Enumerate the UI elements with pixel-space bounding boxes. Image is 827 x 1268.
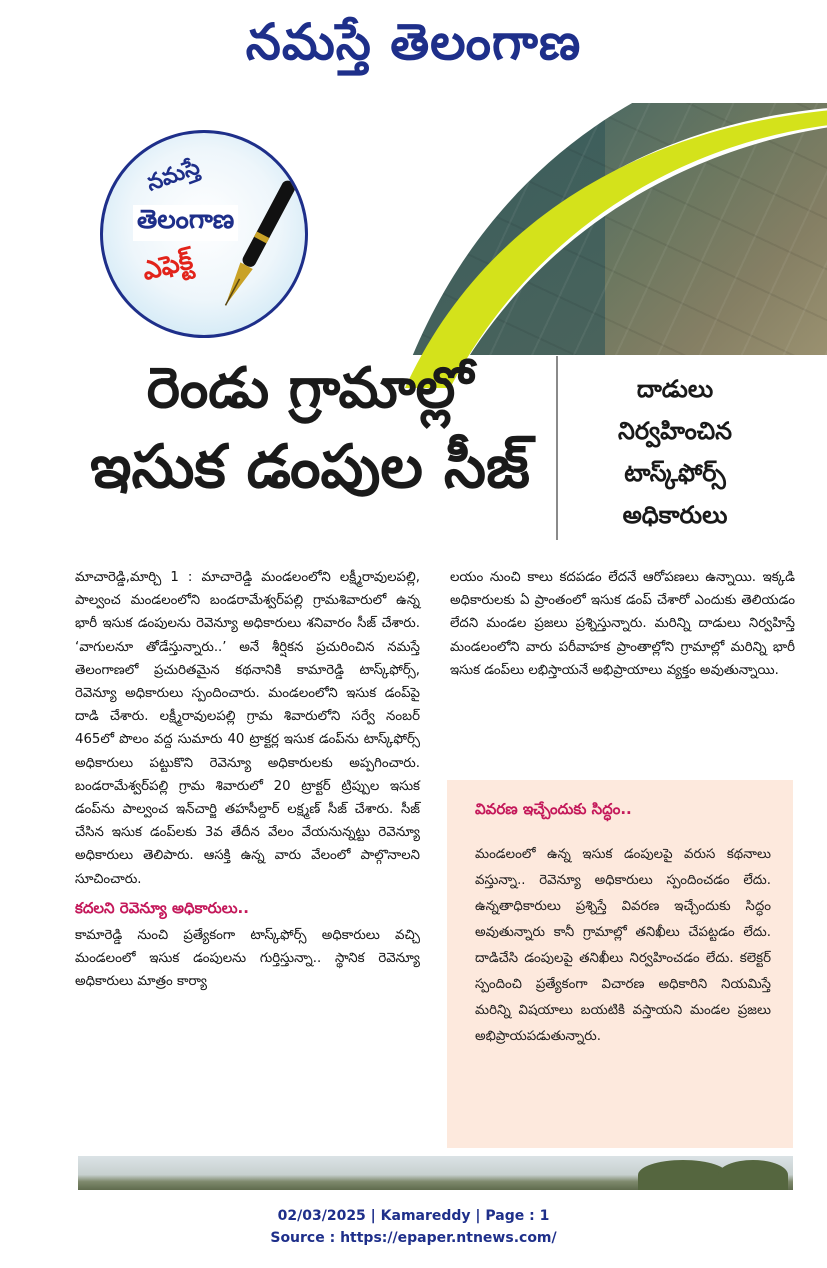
- badge-line-1: నమస్తే: [143, 154, 203, 197]
- article-paragraph: లయం నుంచి కాలు కదపడం లేదనే ఆరోపణలు ఉన్నాయి. ఇక్కడి అధికారులకు ఏ ప్రాంతంలో ఇసుక డంప్ చేశారో ఎందుకు తెలియడం లేదని మండల ప్రజలు ప్రశ్నిస్తున్నారు. మరిన్ని దాడులు నిర్వహిస్తే మండలంలోని వారు పరీవాహక ప్రాంతాల్లోని గ్రామాల్లో మరిన్ని భారీ ఇసుక డంప్‌లు లభిస్తాయనే అభిప్రాయాలు వ్యక్తం అవుతున్నాయి.: [450, 570, 795, 678]
- headline-line-2: ఇసుక డంపుల సీజ్: [90, 432, 530, 502]
- yellow-swoosh: [300, 88, 827, 388]
- article-paragraph: మాచారెడ్డి,మార్చి 1 : మాచారెడ్డి మండలంలోని లక్ష్మీరావులపల్లి, పాల్వంచ మండలంలోని బండరామేశ్వర్‌పల్లి గ్రామశివారులో ఉన్న భారీ ఇసుక డంపులను రెవెన్యూ అధికారులు శనివారం సీజ్ చేశారు. ‘వాగులనూ తోడేస్తున్నారు..’ అనే శీర్షికన ప్రచురించిన నమస్తే తెలంగాణలో ప్రచురితమైన కథనానికి కామారెడ్డి టాస్క్‌ఫోర్స్, రెవెన్యూ అధికారులు స్పందించారు. మండలంలోని ఇసుక డంప్‌పై దాడి చేశారు. లక్ష్మీరావులపల్లి గ్రామ శివారులోని సర్వే నంబర్ 465లో పొలం వద్ద సుమారు 40 ట్రాక్టర్ల ఇసుక డంప్‌ను టాస్క్‌ఫోర్స్ అధికారులు పట్టుకొని రెవెన్యూ అధికారులకు అప్పగించారు. బండరామేశ్వర్‌పల్లి గ్రామ శివారులో 20 ట్రాక్టర్ ట్రిప్పుల ఇసుక డంప్‌ను పాల్వంచ ఇన్‌చార్జి తహసీల్దార్ లక్ష్మణ్ సీజ్ చేశారు. సీజ్ చేసిన ఇసుక డంప్‌లకు 3వ తేదీన వేలం వేయనున్నట్టు రెవెన్యూ అధికారులు తెలిపారు. ఆసక్తి ఉన్న వారు వేలంలో పాల్గొనాలని సూచించారు.: [75, 570, 420, 887]
- sidebar-box: [447, 780, 793, 1148]
- article-paragraph: కామారెడ్డి నుంచి ప్రత్యేకంగా టాస్క్‌ఫోర్స్ అధికారులు వచ్చి మండలంలో ఇసుక డంపులను గుర్తిస్తున్నా.. స్థానిక రెవెన్యూ అధికారులు మాత్రం కార్యా: [75, 928, 420, 990]
- subhead-line: దాడులు: [636, 375, 714, 403]
- subhead-line: నిర్వహించిన: [618, 417, 732, 445]
- box-text: మండలంలో ఉన్న ఇసుక డంపులపై వరుస కథనాలు వస్తున్నా.. రెవెన్యూ అధికారులు స్పందించడం లేదు. ఉన్నతాధికారులు ప్రశ్నిస్తే వివరణ ఇచ్చేందుకు సిద్ధం అవుతున్నారు కానీ గ్రామాల్లో తనిఖీలు చేపట్టడం లేదు. దాడిచేసి డంపులపై తనిఖీలు నిర్వహించడం లేదు. కలెక్టర్ స్పందించి ప్రత్యేకంగా విచారణ అధికారిని నియమిస్తే మరిన్ని విషయాలు బయటికి వస్తాయని మండల ప్రజలు అభిప్రాయపడుతున్నారు.: [475, 847, 771, 1044]
- badge-line-2: తెలంగాణ: [133, 205, 238, 241]
- badge-line-3: ఎఫెక్ట్: [139, 245, 196, 287]
- section-subheading: కదలని రెవెన్యూ అధికారులు..: [75, 898, 249, 917]
- box-subheading: వివరణ ఇచ్చేందుకు సిద్ధం..: [475, 800, 632, 818]
- side-subheadline: [570, 368, 780, 536]
- headline-divider: [556, 356, 558, 540]
- bottom-photo-strip: [78, 1156, 793, 1190]
- headline: [70, 352, 550, 508]
- subhead-line: అధికారులు: [622, 501, 728, 529]
- subhead-line: టాస్క్‌ఫోర్స్: [624, 459, 726, 487]
- fountain-pen-icon: [209, 176, 302, 321]
- effect-badge: [100, 130, 308, 338]
- footer-source: Source : https://epaper.ntnews.com/: [270, 1230, 557, 1246]
- footer-dateline: 02/03/2025 | Kamareddy | Page : 1: [277, 1208, 550, 1224]
- masthead-title: నమస్తే తెలంగాణ: [245, 12, 582, 71]
- article-column-2: [450, 566, 795, 682]
- masthead: [0, 8, 827, 88]
- headline-line-1: రెండు గ్రామాల్లో: [146, 356, 474, 421]
- article-column-1: [75, 566, 420, 994]
